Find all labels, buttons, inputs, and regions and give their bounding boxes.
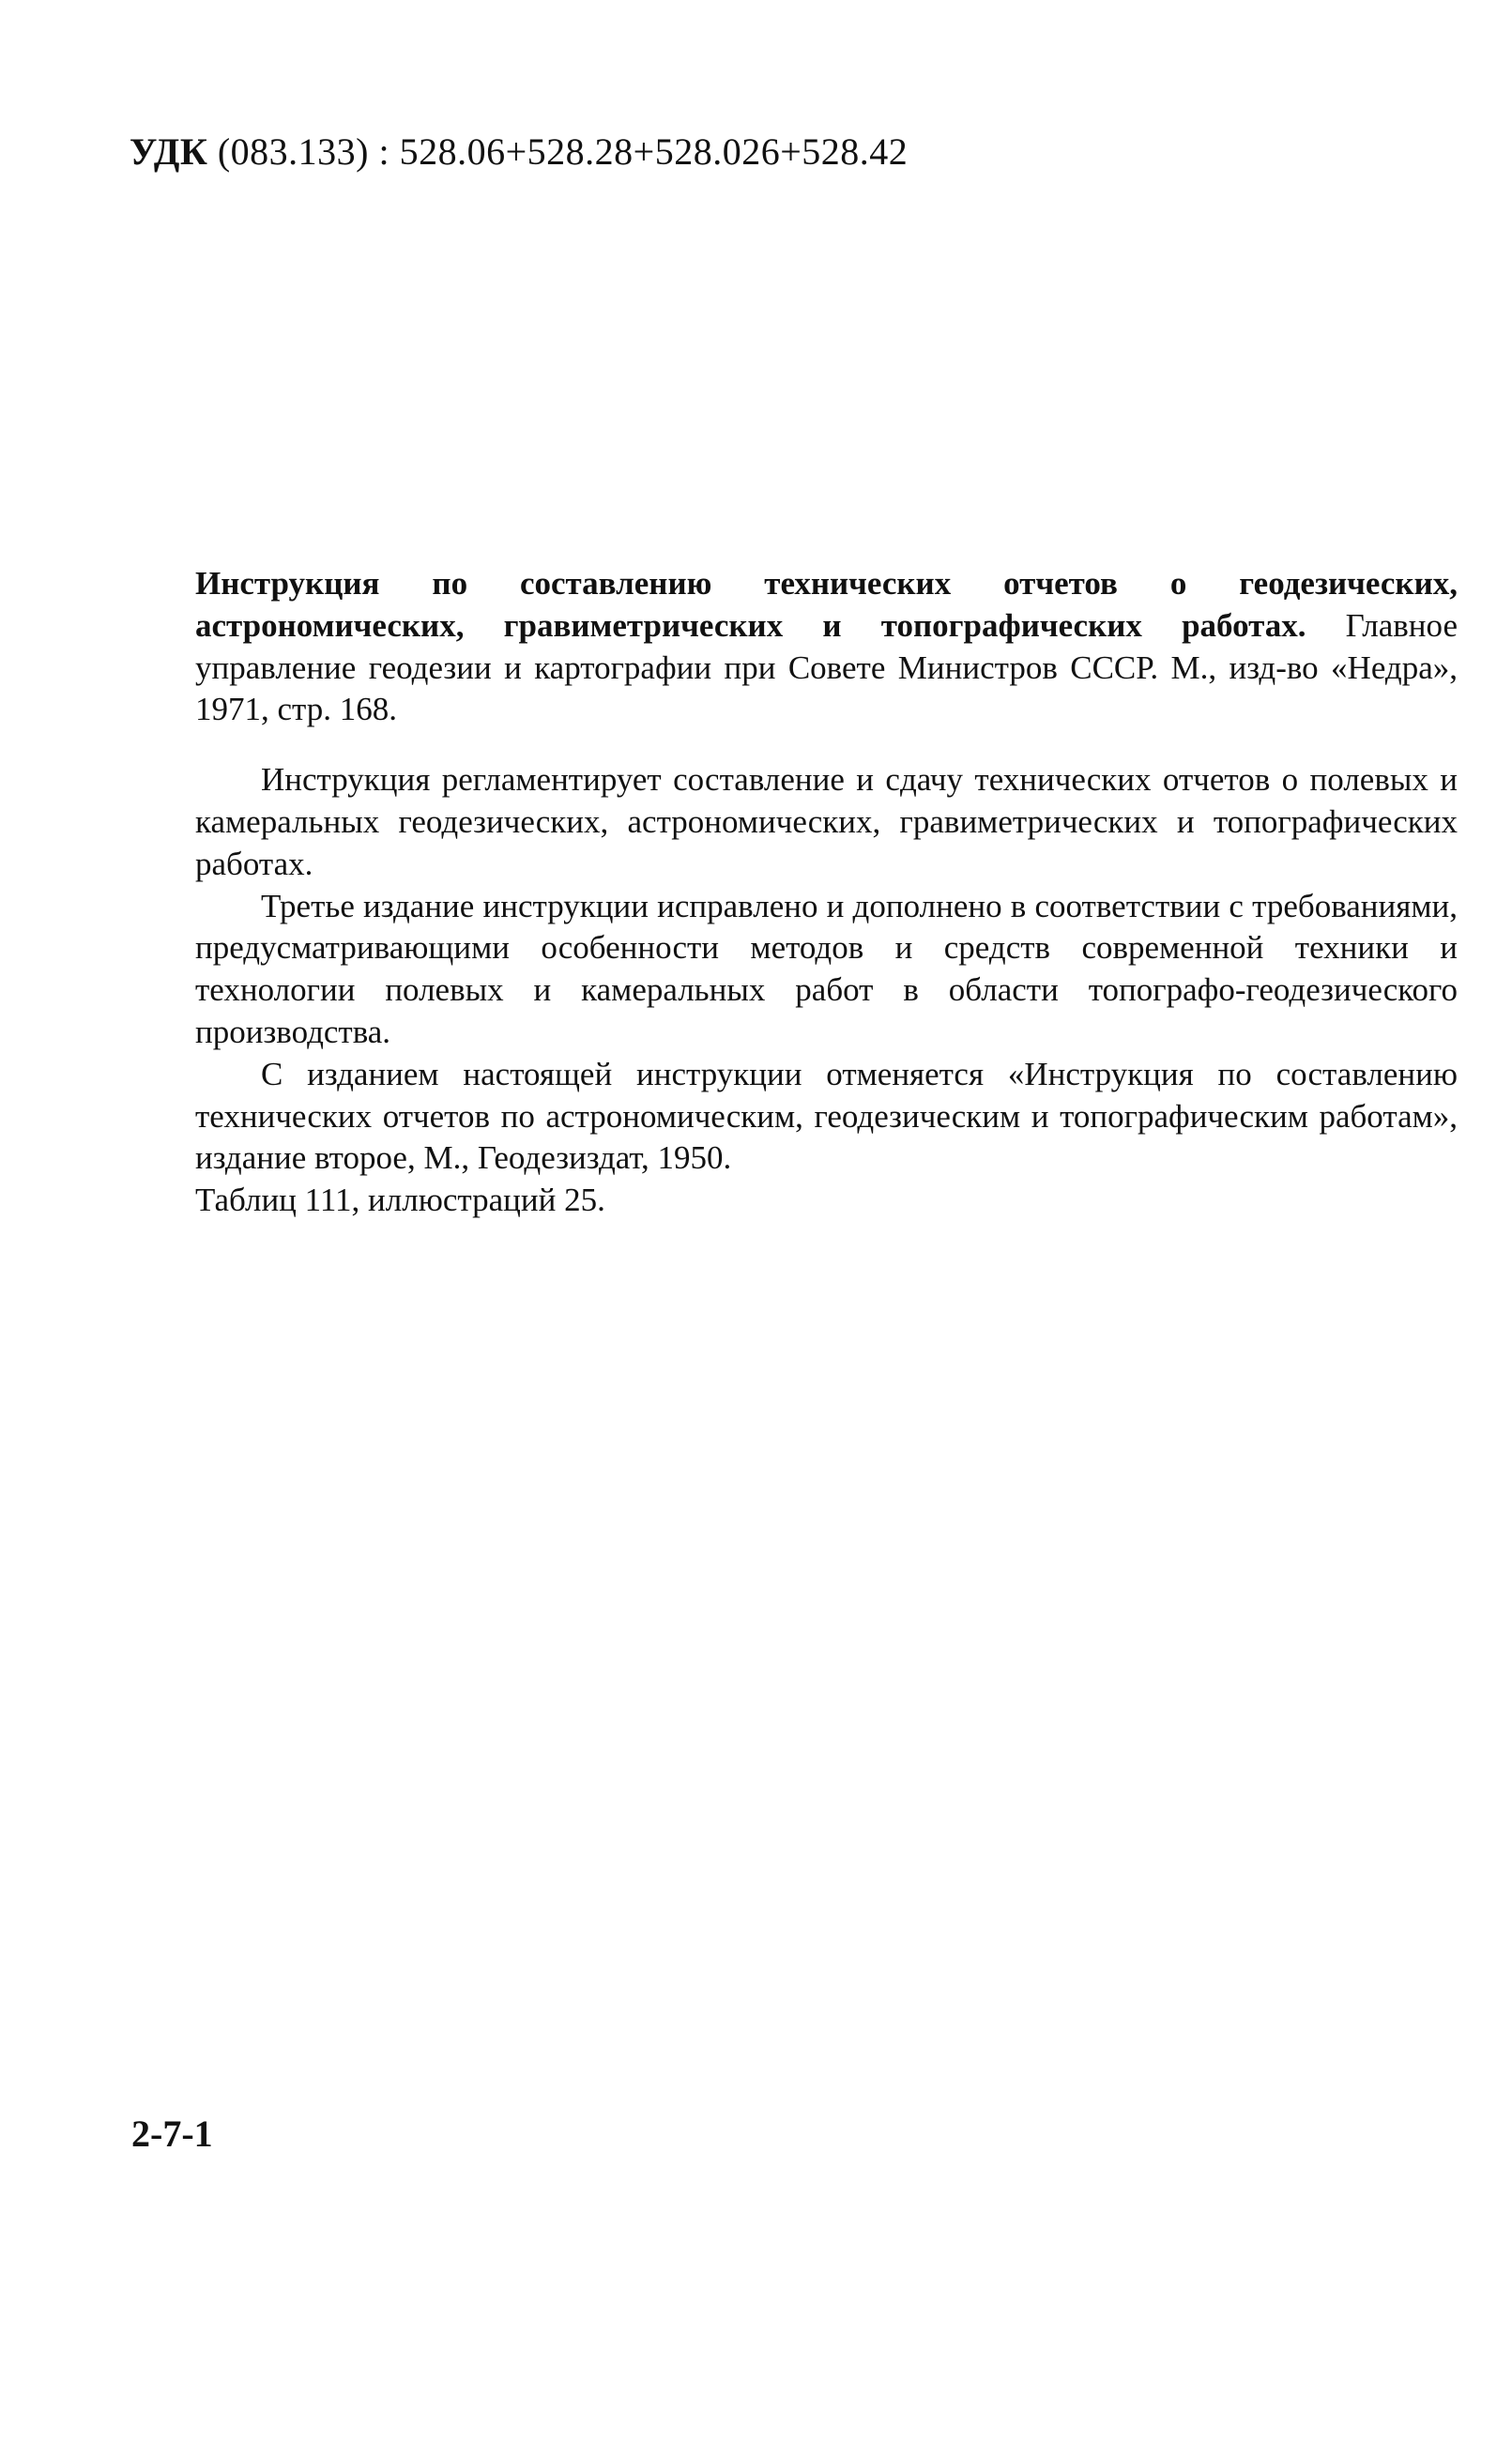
udc-classification	[130, 130, 908, 174]
abstract-paragraph-supersedes	[195, 1054, 1458, 1180]
abstract-paragraph-edition	[195, 886, 1458, 1054]
abstract-paragraph-scope	[195, 759, 1458, 885]
abstract-paragraph-text: Таблиц 111, иллюстраций 25.	[195, 1182, 605, 1219]
bibliographic-title: Инструкция по составлению технических отчетов о геодезических, астрономических, гравиметрических и топографических работах.	[195, 565, 1458, 644]
abstract-paragraph-text: С изданием настоящей инструкции отменяется «Инструкция по составлению технических отчетов по астрономическим, геодезическим и топографическим работам», издание второе, М., Геодезиздат, 1950.	[195, 1055, 1458, 1177]
bibliographic-record	[195, 563, 1458, 731]
abstract-block	[195, 563, 1458, 1222]
abstract-paragraph-text: Третье издание инструкции исправлено и дополнено в соответствии с требованиями, предусматривающими особенности методов и средств современной техники и технологии полевых и камеральных работ в области топографо-геодезического производства.	[195, 887, 1458, 1050]
bibliographic-details: Главное управление геодезии и картографии при Совете Министров СССР. М., изд-во «Недра», 1971, стр. 168.	[195, 606, 1458, 728]
udc-label: УДК	[130, 130, 208, 173]
abstract-paragraph-counts	[195, 1180, 1458, 1222]
page-code: 2-7-1	[131, 2113, 213, 2155]
udc-codes: (083.133) : 528.06+528.28+528.026+528.42	[217, 130, 909, 173]
abstract-paragraph-text: Инструкция регламентирует составление и сдачу технических отчетов о полевых и камеральных геодезических, астрономических, гравиметрических и топографических работах.	[195, 761, 1458, 882]
